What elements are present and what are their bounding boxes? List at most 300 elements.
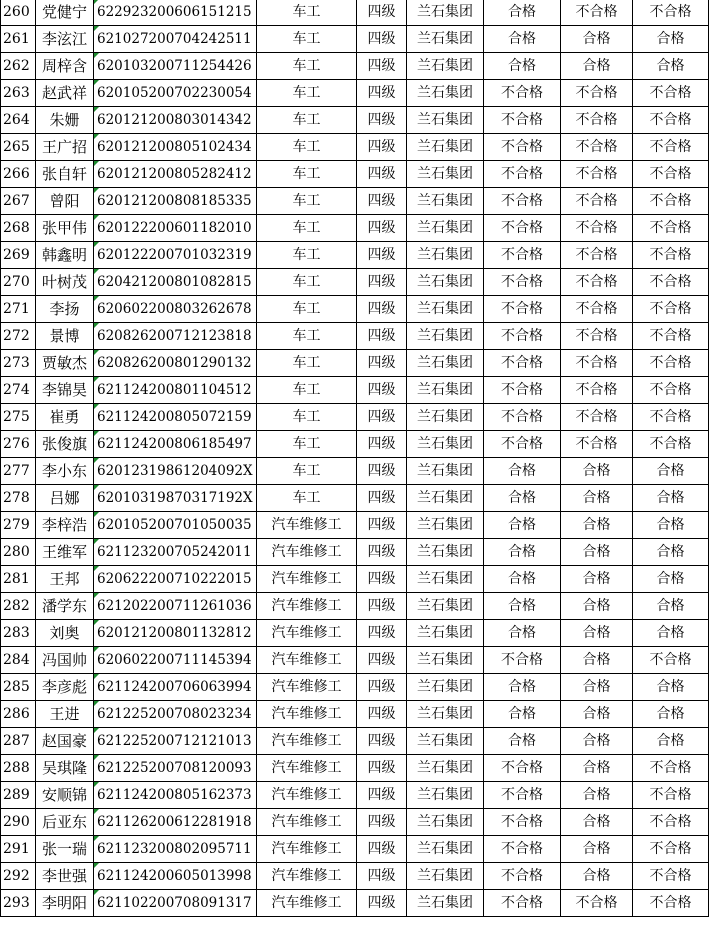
id-number-cell: 621124200805162373 <box>94 782 257 809</box>
name-cell: 曾阳 <box>36 188 94 215</box>
table-row <box>1 431 709 458</box>
level-cell: 四级 <box>357 215 407 242</box>
organization-cell: 兰石集团 <box>407 350 484 377</box>
id-number-cell: 621124200806185497 <box>94 431 257 458</box>
result-cell-2: 不合格 <box>561 107 633 134</box>
table-row <box>1 512 709 539</box>
table-row <box>1 782 709 809</box>
result-cell-3: 合格 <box>633 593 709 620</box>
result-cell-3: 不合格 <box>633 107 709 134</box>
organization-cell: 兰石集团 <box>407 431 484 458</box>
level-cell: 四级 <box>357 458 407 485</box>
occupation-cell: 汽车维修工 <box>257 566 357 593</box>
id-number-cell: 620602200803262678 <box>94 296 257 323</box>
table-row <box>1 377 709 404</box>
row-number-cell: 291 <box>1 836 36 863</box>
result-cell-3: 不合格 <box>633 782 709 809</box>
occupation-cell: 汽车维修工 <box>257 782 357 809</box>
table-row <box>1 188 709 215</box>
id-number-cell: 62012319861204092X <box>94 458 257 485</box>
name-cell: 张自轩 <box>36 161 94 188</box>
name-cell: 李明阳 <box>36 890 94 917</box>
result-cell-2: 合格 <box>561 836 633 863</box>
result-cell-3: 合格 <box>633 485 709 512</box>
level-cell: 四级 <box>357 404 407 431</box>
level-cell: 四级 <box>357 701 407 728</box>
level-cell: 四级 <box>357 377 407 404</box>
row-number-cell: 267 <box>1 188 36 215</box>
table-row <box>1 728 709 755</box>
result-cell-3: 合格 <box>633 566 709 593</box>
result-cell-2: 不合格 <box>561 161 633 188</box>
result-cell-1: 不合格 <box>484 323 561 350</box>
table-row <box>1 350 709 377</box>
result-cell-3: 不合格 <box>633 350 709 377</box>
result-cell-3: 不合格 <box>633 242 709 269</box>
occupation-cell: 汽车维修工 <box>257 539 357 566</box>
table-row <box>1 404 709 431</box>
name-cell: 潘学东 <box>36 593 94 620</box>
organization-cell: 兰石集团 <box>407 755 484 782</box>
row-number-cell: 270 <box>1 269 36 296</box>
row-number-cell: 263 <box>1 80 36 107</box>
id-number-cell: 621225200708023234 <box>94 701 257 728</box>
name-cell: 李泫江 <box>36 26 94 53</box>
name-cell: 叶树茂 <box>36 269 94 296</box>
result-cell-2: 不合格 <box>561 242 633 269</box>
row-number-cell: 286 <box>1 701 36 728</box>
result-cell-2: 不合格 <box>561 215 633 242</box>
row-number-cell: 289 <box>1 782 36 809</box>
organization-cell: 兰石集团 <box>407 161 484 188</box>
row-number-cell: 272 <box>1 323 36 350</box>
occupation-cell: 车工 <box>257 269 357 296</box>
table-row <box>1 242 709 269</box>
organization-cell: 兰石集团 <box>407 593 484 620</box>
table-row <box>1 701 709 728</box>
result-cell-1: 不合格 <box>484 377 561 404</box>
table-row <box>1 620 709 647</box>
name-cell: 后亚东 <box>36 809 94 836</box>
result-cell-1: 不合格 <box>484 296 561 323</box>
result-cell-2: 不合格 <box>561 0 633 26</box>
result-cell-3: 不合格 <box>633 134 709 161</box>
result-cell-2: 不合格 <box>561 377 633 404</box>
table-row <box>1 836 709 863</box>
organization-cell: 兰石集团 <box>407 53 484 80</box>
table-row <box>1 458 709 485</box>
occupation-cell: 车工 <box>257 323 357 350</box>
name-cell: 景博 <box>36 323 94 350</box>
row-number-cell: 293 <box>1 890 36 917</box>
id-number-cell: 620602200711145394 <box>94 647 257 674</box>
id-number-cell: 621124200805072159 <box>94 404 257 431</box>
occupation-cell: 车工 <box>257 80 357 107</box>
result-cell-3: 合格 <box>633 620 709 647</box>
result-cell-2: 合格 <box>561 593 633 620</box>
id-number-cell: 620121200803014342 <box>94 107 257 134</box>
level-cell: 四级 <box>357 593 407 620</box>
id-number-cell: 620122200701032319 <box>94 242 257 269</box>
organization-cell: 兰石集团 <box>407 512 484 539</box>
level-cell: 四级 <box>357 512 407 539</box>
occupation-cell: 车工 <box>257 53 357 80</box>
table-row <box>1 161 709 188</box>
result-cell-1: 不合格 <box>484 134 561 161</box>
table-row <box>1 485 709 512</box>
organization-cell: 兰石集团 <box>407 539 484 566</box>
row-number-cell: 275 <box>1 404 36 431</box>
organization-cell: 兰石集团 <box>407 674 484 701</box>
table-row <box>1 755 709 782</box>
result-cell-2: 不合格 <box>561 188 633 215</box>
result-cell-3: 合格 <box>633 53 709 80</box>
organization-cell: 兰石集团 <box>407 323 484 350</box>
level-cell: 四级 <box>357 728 407 755</box>
id-number-cell: 62010319870317192X <box>94 485 257 512</box>
organization-cell: 兰石集团 <box>407 296 484 323</box>
occupation-cell: 车工 <box>257 404 357 431</box>
occupation-cell: 车工 <box>257 485 357 512</box>
level-cell: 四级 <box>357 296 407 323</box>
level-cell: 四级 <box>357 26 407 53</box>
level-cell: 四级 <box>357 323 407 350</box>
result-cell-2: 合格 <box>561 620 633 647</box>
result-cell-1: 不合格 <box>484 269 561 296</box>
name-cell: 李锦昊 <box>36 377 94 404</box>
level-cell: 四级 <box>357 755 407 782</box>
level-cell: 四级 <box>357 809 407 836</box>
occupation-cell: 车工 <box>257 188 357 215</box>
result-cell-2: 合格 <box>561 26 633 53</box>
level-cell: 四级 <box>357 674 407 701</box>
name-cell: 李彦彪 <box>36 674 94 701</box>
table-row <box>1 0 709 26</box>
result-cell-3: 不合格 <box>633 809 709 836</box>
table-row <box>1 26 709 53</box>
result-cell-2: 合格 <box>561 755 633 782</box>
name-cell: 吴琪隆 <box>36 755 94 782</box>
result-cell-1: 不合格 <box>484 755 561 782</box>
row-number-cell: 276 <box>1 431 36 458</box>
row-number-cell: 281 <box>1 566 36 593</box>
result-cell-1: 不合格 <box>484 809 561 836</box>
row-number-cell: 262 <box>1 53 36 80</box>
level-cell: 四级 <box>357 863 407 890</box>
occupation-cell: 车工 <box>257 350 357 377</box>
result-cell-1: 合格 <box>484 458 561 485</box>
organization-cell: 兰石集团 <box>407 188 484 215</box>
row-number-cell: 280 <box>1 539 36 566</box>
level-cell: 四级 <box>357 485 407 512</box>
row-number-cell: 264 <box>1 107 36 134</box>
result-cell-3: 不合格 <box>633 647 709 674</box>
row-number-cell: 292 <box>1 863 36 890</box>
id-number-cell: 621124200706063994 <box>94 674 257 701</box>
result-cell-1: 合格 <box>484 701 561 728</box>
result-cell-1: 合格 <box>484 485 561 512</box>
occupation-cell: 车工 <box>257 458 357 485</box>
organization-cell: 兰石集团 <box>407 782 484 809</box>
organization-cell: 兰石集团 <box>407 0 484 26</box>
level-cell: 四级 <box>357 53 407 80</box>
name-cell: 刘奥 <box>36 620 94 647</box>
result-cell-2: 合格 <box>561 674 633 701</box>
name-cell: 周梓含 <box>36 53 94 80</box>
table-row <box>1 80 709 107</box>
organization-cell: 兰石集团 <box>407 26 484 53</box>
table-row <box>1 107 709 134</box>
level-cell: 四级 <box>357 107 407 134</box>
id-number-cell: 621225200708120093 <box>94 755 257 782</box>
level-cell: 四级 <box>357 836 407 863</box>
name-cell: 张甲伟 <box>36 215 94 242</box>
id-number-cell: 620121200805282412 <box>94 161 257 188</box>
result-cell-3: 不合格 <box>633 836 709 863</box>
result-cell-1: 不合格 <box>484 161 561 188</box>
name-cell: 李小东 <box>36 458 94 485</box>
result-cell-1: 合格 <box>484 593 561 620</box>
row-number-cell: 287 <box>1 728 36 755</box>
organization-cell: 兰石集团 <box>407 377 484 404</box>
organization-cell: 兰石集团 <box>407 890 484 917</box>
name-cell: 王广招 <box>36 134 94 161</box>
organization-cell: 兰石集团 <box>407 80 484 107</box>
organization-cell: 兰石集团 <box>407 836 484 863</box>
result-cell-3: 不合格 <box>633 323 709 350</box>
occupation-cell: 车工 <box>257 431 357 458</box>
result-cell-2: 合格 <box>561 566 633 593</box>
result-cell-3: 不合格 <box>633 269 709 296</box>
result-cell-3: 不合格 <box>633 0 709 26</box>
id-number-cell: 621126200612281918 <box>94 809 257 836</box>
result-cell-2: 不合格 <box>561 431 633 458</box>
row-number-cell: 277 <box>1 458 36 485</box>
organization-cell: 兰石集团 <box>407 728 484 755</box>
occupation-cell: 车工 <box>257 377 357 404</box>
result-cell-1: 不合格 <box>484 647 561 674</box>
result-cell-3: 合格 <box>633 458 709 485</box>
name-cell: 安顺锦 <box>36 782 94 809</box>
occupation-cell: 汽车维修工 <box>257 863 357 890</box>
table-row <box>1 863 709 890</box>
level-cell: 四级 <box>357 269 407 296</box>
name-cell: 张俊旗 <box>36 431 94 458</box>
occupation-cell: 汽车维修工 <box>257 836 357 863</box>
occupation-cell: 汽车维修工 <box>257 593 357 620</box>
result-cell-3: 合格 <box>633 512 709 539</box>
result-cell-3: 合格 <box>633 701 709 728</box>
result-cell-3: 不合格 <box>633 755 709 782</box>
row-number-cell: 274 <box>1 377 36 404</box>
id-number-cell: 620122200601182010 <box>94 215 257 242</box>
name-cell: 崔勇 <box>36 404 94 431</box>
result-cell-3: 不合格 <box>633 890 709 917</box>
occupation-cell: 汽车维修工 <box>257 701 357 728</box>
result-cell-3: 不合格 <box>633 404 709 431</box>
level-cell: 四级 <box>357 350 407 377</box>
name-cell: 党健宁 <box>36 0 94 26</box>
table-row <box>1 323 709 350</box>
level-cell: 四级 <box>357 620 407 647</box>
result-cell-2: 合格 <box>561 701 633 728</box>
id-number-cell: 620421200801082815 <box>94 269 257 296</box>
id-number-cell: 621225200712121013 <box>94 728 257 755</box>
name-cell: 王维军 <box>36 539 94 566</box>
row-number-cell: 290 <box>1 809 36 836</box>
result-cell-3: 不合格 <box>633 215 709 242</box>
result-cell-2: 不合格 <box>561 269 633 296</box>
occupation-cell: 车工 <box>257 215 357 242</box>
row-number-cell: 268 <box>1 215 36 242</box>
occupation-cell: 汽车维修工 <box>257 728 357 755</box>
result-cell-2: 不合格 <box>561 890 633 917</box>
id-number-cell: 621123200802095711 <box>94 836 257 863</box>
result-cell-3: 不合格 <box>633 188 709 215</box>
result-cell-3: 合格 <box>633 26 709 53</box>
result-cell-3: 不合格 <box>633 80 709 107</box>
id-number-cell: 620121200808185335 <box>94 188 257 215</box>
level-cell: 四级 <box>357 0 407 26</box>
result-cell-1: 不合格 <box>484 431 561 458</box>
result-cell-1: 不合格 <box>484 863 561 890</box>
name-cell: 吕娜 <box>36 485 94 512</box>
organization-cell: 兰石集团 <box>407 242 484 269</box>
row-number-cell: 271 <box>1 296 36 323</box>
result-cell-2: 合格 <box>561 782 633 809</box>
result-cell-2: 合格 <box>561 485 633 512</box>
occupation-cell: 汽车维修工 <box>257 674 357 701</box>
name-cell: 李梓浩 <box>36 512 94 539</box>
result-cell-2: 合格 <box>561 458 633 485</box>
result-cell-3: 不合格 <box>633 863 709 890</box>
occupation-cell: 车工 <box>257 26 357 53</box>
occupation-cell: 车工 <box>257 296 357 323</box>
name-cell: 赵国豪 <box>36 728 94 755</box>
result-cell-3: 合格 <box>633 539 709 566</box>
level-cell: 四级 <box>357 890 407 917</box>
id-number-cell: 622923200606151215 <box>94 0 257 26</box>
row-number-cell: 261 <box>1 26 36 53</box>
result-cell-1: 合格 <box>484 620 561 647</box>
organization-cell: 兰石集团 <box>407 458 484 485</box>
result-cell-1: 合格 <box>484 0 561 26</box>
occupation-cell: 车工 <box>257 134 357 161</box>
level-cell: 四级 <box>357 782 407 809</box>
result-cell-1: 不合格 <box>484 107 561 134</box>
result-cell-3: 合格 <box>633 728 709 755</box>
result-cell-1: 不合格 <box>484 404 561 431</box>
result-cell-2: 不合格 <box>561 323 633 350</box>
level-cell: 四级 <box>357 242 407 269</box>
name-cell: 王进 <box>36 701 94 728</box>
result-cell-2: 合格 <box>561 863 633 890</box>
result-cell-1: 不合格 <box>484 836 561 863</box>
level-cell: 四级 <box>357 134 407 161</box>
level-cell: 四级 <box>357 539 407 566</box>
result-cell-1: 合格 <box>484 512 561 539</box>
table-row <box>1 566 709 593</box>
table-row <box>1 647 709 674</box>
organization-cell: 兰石集团 <box>407 701 484 728</box>
result-cell-3: 不合格 <box>633 161 709 188</box>
result-cell-1: 不合格 <box>484 215 561 242</box>
result-cell-2: 合格 <box>561 809 633 836</box>
name-cell: 赵武祥 <box>36 80 94 107</box>
organization-cell: 兰石集团 <box>407 863 484 890</box>
name-cell: 张一瑞 <box>36 836 94 863</box>
result-cell-1: 合格 <box>484 539 561 566</box>
name-cell: 贾敏杰 <box>36 350 94 377</box>
table-row <box>1 674 709 701</box>
result-cell-2: 合格 <box>561 512 633 539</box>
id-number-cell: 621124200605013998 <box>94 863 257 890</box>
row-number-cell: 278 <box>1 485 36 512</box>
result-cell-1: 合格 <box>484 566 561 593</box>
level-cell: 四级 <box>357 80 407 107</box>
id-number-cell: 621123200705242011 <box>94 539 257 566</box>
level-cell: 四级 <box>357 161 407 188</box>
id-number-cell: 620622200710222015 <box>94 566 257 593</box>
occupation-cell: 汽车维修工 <box>257 512 357 539</box>
organization-cell: 兰石集团 <box>407 620 484 647</box>
name-cell: 李扬 <box>36 296 94 323</box>
organization-cell: 兰石集团 <box>407 134 484 161</box>
result-cell-1: 不合格 <box>484 890 561 917</box>
result-cell-2: 不合格 <box>561 350 633 377</box>
row-number-cell: 282 <box>1 593 36 620</box>
result-cell-2: 不合格 <box>561 296 633 323</box>
organization-cell: 兰石集团 <box>407 215 484 242</box>
id-number-cell: 620826200712123818 <box>94 323 257 350</box>
occupation-cell: 车工 <box>257 107 357 134</box>
result-cell-1: 不合格 <box>484 242 561 269</box>
level-cell: 四级 <box>357 188 407 215</box>
row-number-cell: 265 <box>1 134 36 161</box>
organization-cell: 兰石集团 <box>407 647 484 674</box>
id-number-cell: 621124200801104512 <box>94 377 257 404</box>
id-number-cell: 620826200801290132 <box>94 350 257 377</box>
name-cell: 朱姗 <box>36 107 94 134</box>
result-cell-1: 不合格 <box>484 782 561 809</box>
table-row <box>1 539 709 566</box>
table-row <box>1 809 709 836</box>
id-number-cell: 621102200708091317 <box>94 890 257 917</box>
occupation-cell: 车工 <box>257 242 357 269</box>
result-cell-1: 合格 <box>484 728 561 755</box>
result-cell-3: 不合格 <box>633 296 709 323</box>
row-number-cell: 283 <box>1 620 36 647</box>
organization-cell: 兰石集团 <box>407 809 484 836</box>
result-cell-3: 不合格 <box>633 431 709 458</box>
row-number-cell: 288 <box>1 755 36 782</box>
result-cell-2: 合格 <box>561 53 633 80</box>
organization-cell: 兰石集团 <box>407 107 484 134</box>
occupation-cell: 汽车维修工 <box>257 647 357 674</box>
id-number-cell: 620105200702230054 <box>94 80 257 107</box>
table-body <box>1 0 709 917</box>
table-row <box>1 215 709 242</box>
occupation-cell: 车工 <box>257 161 357 188</box>
table-row <box>1 53 709 80</box>
result-cell-2: 合格 <box>561 728 633 755</box>
occupation-cell: 汽车维修工 <box>257 809 357 836</box>
id-number-cell: 621027200704242511 <box>94 26 257 53</box>
row-number-cell: 266 <box>1 161 36 188</box>
id-number-cell: 620121200801132812 <box>94 620 257 647</box>
table-row <box>1 269 709 296</box>
level-cell: 四级 <box>357 431 407 458</box>
